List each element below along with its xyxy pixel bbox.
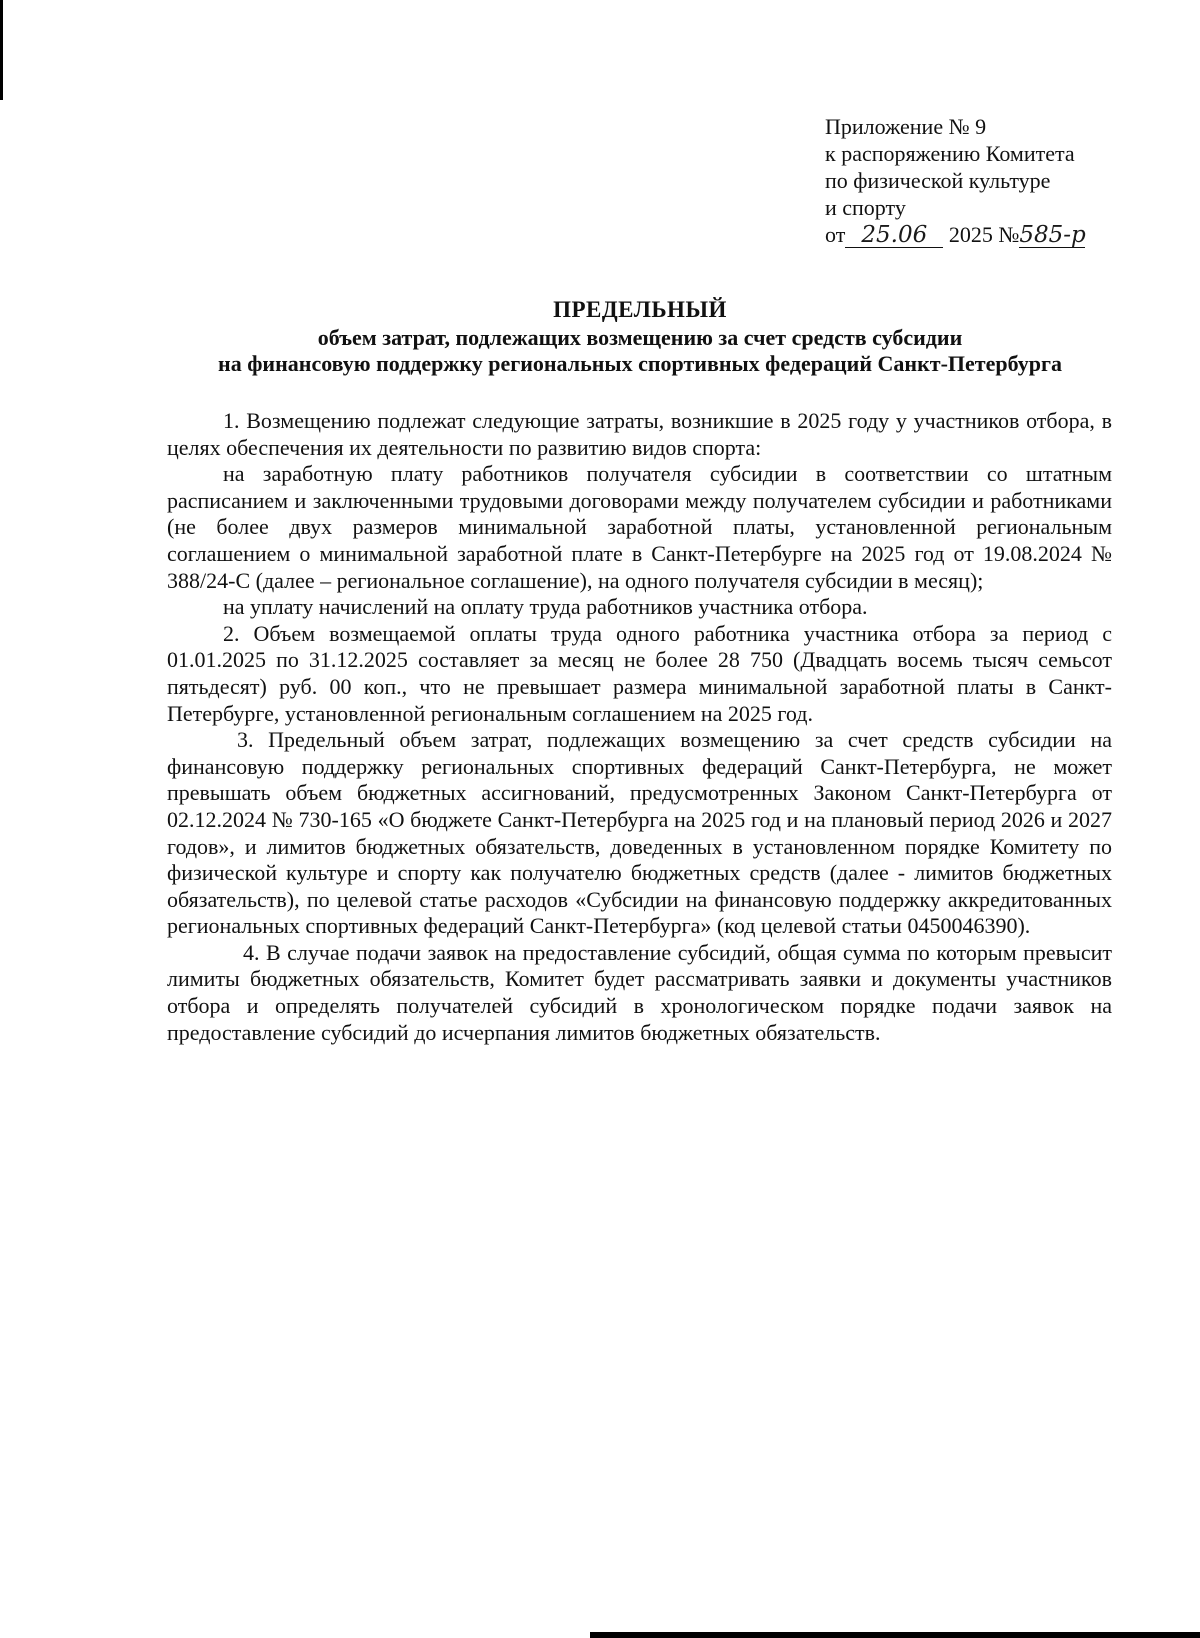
title-main: ПРЕДЕЛЬНЫЙ — [553, 297, 727, 322]
appendix-line-4: и спорту — [825, 195, 906, 220]
document-body — [167, 408, 1112, 1046]
paragraph-2: 2. Объем возмещаемой оплаты труда одного работника участника отбора за период с 01.01.2025 по 31.12.2025 составляет за месяц не более 28 750 (Двадцать восемь тысяч семьсот пятьдесят) руб. 00 коп., что не превышает размера минимальной заработной платы в Санкт-Петербурге, установленной региональным соглашением на 2025 год. — [167, 620, 1112, 726]
appendix-line-3: по физической культуре — [825, 168, 1051, 193]
appendix-line-2: к распоряжению Комитета — [825, 141, 1075, 166]
appendix-header — [825, 113, 1165, 248]
title-line-2: объем затрат, подлежащих возмещению за счет средств субсидии — [317, 325, 963, 350]
appendix-date-line — [825, 221, 1165, 248]
document-title — [150, 297, 1130, 377]
paragraph-3: 3. Предельный объем затрат, подлежащих возмещению за счет средств субсидии на финансовую поддержку региональных спортивных федераций Санкт-Петербурга, не может превышать объем бюджетных ассигнований, предусмотренных Законом Санкт-Петербурга от 02.12.2024 № 730-165 «О бюджете Санкт-Петербурга на 2025 год и на плановый период 2026 и 2027 годов», и лимитов бюджетных обязательств, доведенных в установленном порядке Комитету по физической культуре и спорту как получателю бюджетных средств (далее - лимитов бюджетных обязательств), по целевой статье расходов «Субсидии на финансовую поддержку аккредитованных региональных спортивных федераций Санкт-Петербурга» (код целевой статьи 0450046390). — [167, 727, 1112, 939]
year-and-number-label: 2025 № — [948, 222, 1020, 247]
title-line-3: на финансовую поддержку региональных спортивных федераций Санкт-Петербурга — [218, 351, 1062, 376]
paragraph-1: 1. Возмещению подлежат следующие затраты, возникшие в 2025 году у участников отбора, в целях обеспечения их деятельности по развитию видов спорта: — [167, 408, 1112, 460]
appendix-line-1: Приложение № 9 — [825, 114, 987, 139]
handwritten-order-number: 585-р — [1019, 222, 1086, 248]
paragraph-1-item-1: на заработную плату работников получателя субсидии в соответствии со штатным расписанием и заключенными трудовыми договорами между получателем субсидии и работниками (не более двух размеров минимальной заработной платы, установленной региональным соглашением о минимальной заработной плате в Санкт-Петербурге на 2025 год от 19.08.2024 № 388/24-С (далее – региональное соглашение), на одного получателя субсидии в месяц); — [167, 461, 1112, 593]
date-prefix: от — [825, 222, 846, 247]
paragraph-1-item-2: на уплату начислений на оплату труда работников участника отбора. — [223, 594, 868, 620]
scan-edge-mark — [0, 0, 3, 100]
handwritten-date: 25.06 — [845, 223, 943, 248]
scan-bottom-edge — [590, 1632, 1200, 1638]
paragraph-4: 4. В случае подачи заявок на предоставление субсидий, общая сумма по которым превысит лимиты бюджетных обязательств, Комитет будет рассматривать заявки и документы участников отбора и определять получателей субсидий в хронологическом порядке подачи заявок на предоставление субсидий до исчерпания лимитов бюджетных обязательств. — [167, 939, 1112, 1045]
